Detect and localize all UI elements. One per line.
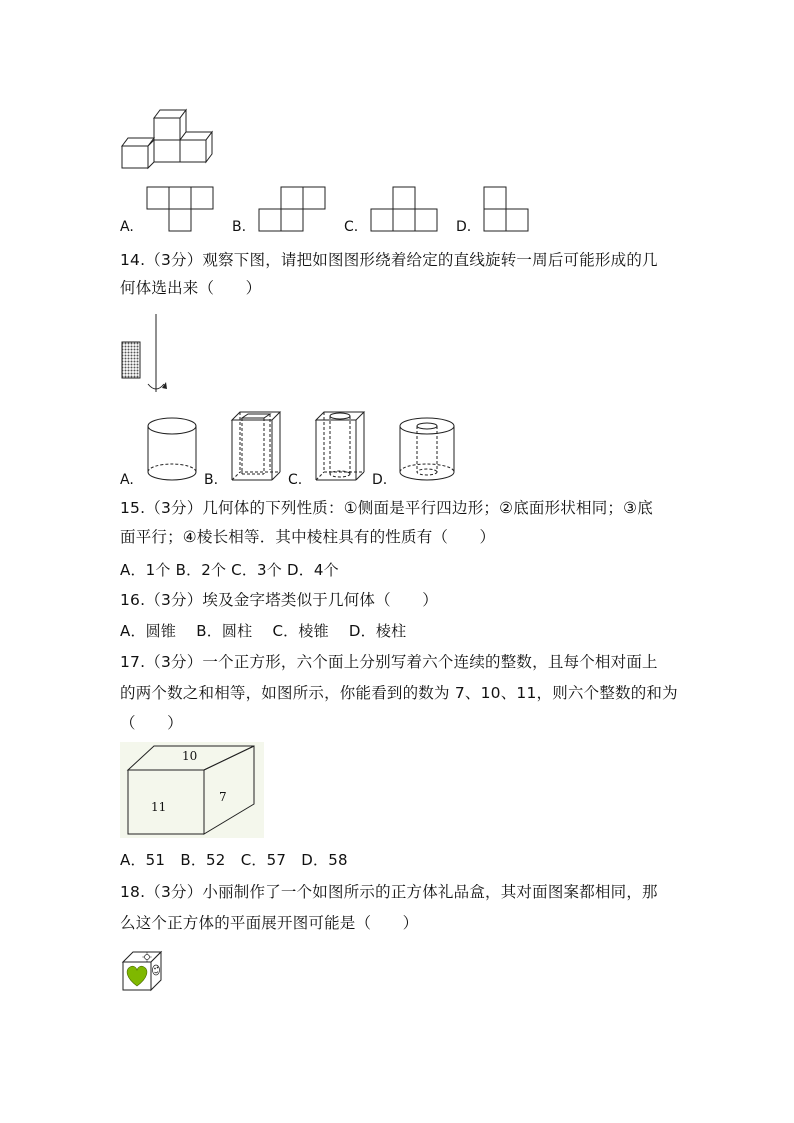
q17-cube-figure bbox=[120, 742, 264, 838]
q16-question-line1: 16.（3分）埃及金字塔类似于几何体（ ） bbox=[120, 591, 438, 609]
q17-cube-front-number: 11 bbox=[151, 800, 167, 814]
q16-answer-options[interactable]: A．圆锥 B．圆柱 C．棱锥 D．棱柱 bbox=[120, 622, 407, 640]
q14-rotation-figure bbox=[118, 312, 178, 402]
q13-option-d-view bbox=[483, 186, 533, 232]
q13-cube-stack-figure bbox=[118, 104, 218, 174]
q17-question-line3: （ ） bbox=[120, 714, 183, 732]
q14-option-c-label[interactable]: C. bbox=[288, 472, 303, 488]
q13-option-c-view bbox=[370, 186, 440, 232]
q14-option-d-hollow-cylinder bbox=[396, 416, 458, 482]
q15-answer-options[interactable]: A．1个 B．2个 C．3个 D．4个 bbox=[120, 561, 339, 579]
q17-cube-top-number: 10 bbox=[182, 749, 198, 763]
q13-option-a-view bbox=[146, 186, 216, 232]
q18-question-line1: 18.（3分）小丽制作了一个如图所示的正方体礼品盒，其对面图案都相同，那 bbox=[120, 883, 658, 901]
q13-option-b-label[interactable]: B. bbox=[232, 219, 247, 235]
q15-question-line2: 面平行；④棱长相等．其中棱柱具有的性质有（ ） bbox=[120, 528, 496, 546]
q14-option-a-cylinder bbox=[144, 416, 200, 482]
q13-option-b-view bbox=[258, 186, 328, 232]
q14-option-a-label[interactable]: A. bbox=[120, 472, 134, 488]
q14-question-line1: 14.（3分）观察下图，请把如图图形绕着给定的直线旋转一周后可能形成的几 bbox=[120, 251, 658, 269]
q13-option-d-label[interactable]: D. bbox=[456, 219, 472, 235]
q14-option-c-prism-with-hole bbox=[310, 408, 370, 484]
q13-option-a-label[interactable]: A. bbox=[120, 219, 134, 235]
q14-option-d-label[interactable]: D. bbox=[372, 472, 388, 488]
q18-gift-box-cube-figure bbox=[120, 948, 176, 994]
q17-question-line2: 的两个数之和相等，如图所示，你能看到的数为 7、10、11，则六个整数的和为 bbox=[120, 684, 678, 702]
q14-option-b-hollow-prism bbox=[226, 408, 286, 484]
q17-cube-right-number: 7 bbox=[219, 790, 227, 804]
q15-question-line1: 15.（3分）几何体的下列性质：①侧面是平行四边形；②底面形状相同；③底 bbox=[120, 499, 653, 517]
q13-option-c-label[interactable]: C. bbox=[344, 219, 359, 235]
q17-answer-options[interactable]: A．51 B．52 C．57 D．58 bbox=[120, 851, 348, 869]
q17-question-line1: 17.（3分）一个正方形，六个面上分别写着六个连续的整数，且每个相对面上 bbox=[120, 653, 658, 671]
q18-question-line2: 么这个正方体的平面展开图可能是（ ） bbox=[120, 914, 419, 932]
q14-option-b-label[interactable]: B. bbox=[204, 472, 219, 488]
q14-question-line2: 何体选出来（ ） bbox=[120, 279, 262, 297]
